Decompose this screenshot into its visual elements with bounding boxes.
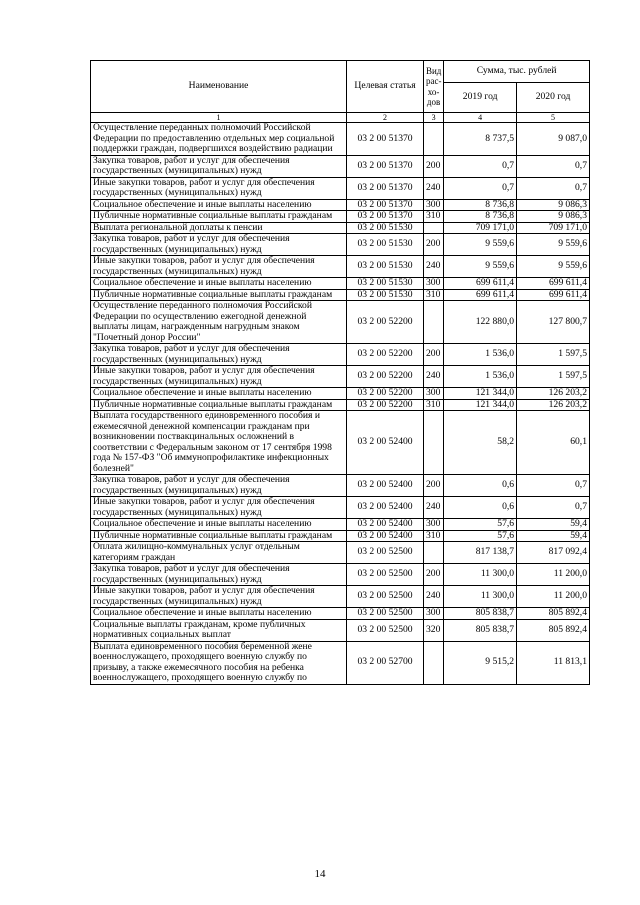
row-target-article: 03 2 00 52500 xyxy=(347,542,424,564)
row-amount-2019: 699 611,4 xyxy=(444,278,517,290)
row-amount-2019: 9 559,6 xyxy=(444,234,517,256)
table-row xyxy=(91,301,590,344)
row-name: Выплата региональной доплаты к пенсии xyxy=(91,222,347,234)
row-amount-2020: 0,7 xyxy=(517,497,590,519)
row-expense-type: 200 xyxy=(423,564,443,586)
row-expense-type: 300 xyxy=(423,388,443,400)
table-row xyxy=(91,344,590,366)
column-number: 1 xyxy=(91,113,347,123)
row-amount-2020: 0,7 xyxy=(517,155,590,177)
row-target-article: 03 2 00 52500 xyxy=(347,564,424,586)
row-expense-type: 310 xyxy=(423,211,443,223)
row-amount-2020: 9 087,0 xyxy=(517,123,590,156)
row-expense-type: 240 xyxy=(423,586,443,608)
table-row xyxy=(91,388,590,400)
table-row xyxy=(91,155,590,177)
row-target-article: 03 2 00 51530 xyxy=(347,234,424,256)
row-target-article: 03 2 00 52200 xyxy=(347,301,424,344)
budget-table xyxy=(90,60,590,685)
row-expense-type xyxy=(423,542,443,564)
row-target-article: 03 2 00 52500 xyxy=(347,608,424,620)
header-expense-type: Вид рас-хо-дов xyxy=(423,61,443,113)
row-amount-2020: 1 597,5 xyxy=(517,366,590,388)
page-number: 14 xyxy=(314,868,326,880)
row-amount-2020: 709 171,0 xyxy=(517,222,590,234)
row-name: Социальное обеспечение и иные выплаты населению xyxy=(91,278,347,290)
row-amount-2020: 0,7 xyxy=(517,177,590,199)
row-target-article: 03 2 00 52200 xyxy=(347,366,424,388)
row-target-article: 03 2 00 51370 xyxy=(347,199,424,211)
row-name: Осуществление переданных полномочий Российской Федерации по предоставлению отдельных мер социальной поддержки граждан, подвергшихся воздействию радиации xyxy=(91,123,347,156)
column-number: 2 xyxy=(347,113,424,123)
row-target-article: 03 2 00 51530 xyxy=(347,289,424,301)
table-row xyxy=(91,289,590,301)
row-target-article: 03 2 00 51530 xyxy=(347,256,424,278)
row-name: Публичные нормативные социальные выплаты гражданам xyxy=(91,289,347,301)
row-amount-2020: 0,7 xyxy=(517,475,590,497)
row-target-article: 03 2 00 52200 xyxy=(347,399,424,411)
row-target-article: 03 2 00 51530 xyxy=(347,222,424,234)
table-row xyxy=(91,278,590,290)
row-expense-type: 200 xyxy=(423,475,443,497)
row-name: Публичные нормативные социальные выплаты гражданам xyxy=(91,211,347,223)
column-number: 4 xyxy=(444,113,517,123)
row-expense-type: 240 xyxy=(423,256,443,278)
row-name: Осуществление переданного полномочия Российской Федерации по осуществлению ежегодной денежной выплаты лицам, награжденным нагрудным знаком "Почетный донор России" xyxy=(91,301,347,344)
row-amount-2020: 11 200,0 xyxy=(517,586,590,608)
row-name: Иные закупки товаров, работ и услуг для обеспечения государственных (муниципальных) нужд xyxy=(91,366,347,388)
row-amount-2019: 0,6 xyxy=(444,497,517,519)
row-expense-type xyxy=(423,641,443,684)
row-expense-type: 300 xyxy=(423,199,443,211)
table-row xyxy=(91,519,590,531)
row-expense-type xyxy=(423,301,443,344)
table-header xyxy=(91,61,590,123)
row-amount-2019: 57,6 xyxy=(444,530,517,542)
row-target-article: 03 2 00 51370 xyxy=(347,123,424,156)
row-target-article: 03 2 00 52500 xyxy=(347,619,424,641)
row-expense-type: 240 xyxy=(423,366,443,388)
row-amount-2019: 699 611,4 xyxy=(444,289,517,301)
row-expense-type: 310 xyxy=(423,399,443,411)
row-amount-2019: 121 344,0 xyxy=(444,388,517,400)
row-target-article: 03 2 00 52200 xyxy=(347,388,424,400)
row-target-article: 03 2 00 52400 xyxy=(347,475,424,497)
table-row xyxy=(91,641,590,684)
row-amount-2019: 58,2 xyxy=(444,411,517,475)
row-name: Публичные нормативные социальные выплаты гражданам xyxy=(91,399,347,411)
row-amount-2020: 9 086,3 xyxy=(517,199,590,211)
table-row xyxy=(91,411,590,475)
row-amount-2020: 699 611,4 xyxy=(517,278,590,290)
row-name: Закупка товаров, работ и услуг для обеспечения государственных (муниципальных) нужд xyxy=(91,344,347,366)
row-target-article: 03 2 00 52500 xyxy=(347,586,424,608)
row-amount-2019: 9 559,6 xyxy=(444,256,517,278)
row-amount-2019: 709 171,0 xyxy=(444,222,517,234)
row-expense-type: 200 xyxy=(423,155,443,177)
row-amount-2020: 59,4 xyxy=(517,530,590,542)
row-name: Социальное обеспечение и иные выплаты населению xyxy=(91,608,347,620)
row-amount-2019: 11 300,0 xyxy=(444,564,517,586)
row-name: Иные закупки товаров, работ и услуг для обеспечения государственных (муниципальных) нужд xyxy=(91,177,347,199)
row-amount-2020: 126 203,2 xyxy=(517,388,590,400)
table-row xyxy=(91,222,590,234)
row-amount-2019: 0,7 xyxy=(444,155,517,177)
header-article: Целевая статья xyxy=(347,61,424,113)
row-name: Публичные нормативные социальные выплаты гражданам xyxy=(91,530,347,542)
table-row xyxy=(91,542,590,564)
row-amount-2020: 9 086,3 xyxy=(517,211,590,223)
row-name: Социальные выплаты гражданам, кроме публичных нормативных социальных выплат xyxy=(91,619,347,641)
table-row xyxy=(91,497,590,519)
table-row xyxy=(91,586,590,608)
table-row xyxy=(91,123,590,156)
row-amount-2020: 805 892,4 xyxy=(517,608,590,620)
table-row xyxy=(91,619,590,641)
row-expense-type: 300 xyxy=(423,278,443,290)
row-amount-2019: 0,7 xyxy=(444,177,517,199)
row-expense-type: 300 xyxy=(423,608,443,620)
row-target-article: 03 2 00 51370 xyxy=(347,211,424,223)
row-amount-2019: 805 838,7 xyxy=(444,608,517,620)
row-target-article: 03 2 00 52200 xyxy=(347,344,424,366)
column-number-row xyxy=(91,113,590,123)
table-row xyxy=(91,199,590,211)
row-expense-type: 310 xyxy=(423,289,443,301)
row-target-article: 03 2 00 51370 xyxy=(347,155,424,177)
row-expense-type xyxy=(423,411,443,475)
row-amount-2019: 8 737,5 xyxy=(444,123,517,156)
row-amount-2019: 1 536,0 xyxy=(444,344,517,366)
row-amount-2020: 9 559,6 xyxy=(517,234,590,256)
row-target-article: 03 2 00 52400 xyxy=(347,530,424,542)
row-expense-type: 300 xyxy=(423,519,443,531)
row-name: Выплата единовременного пособия беременной жене военнослужащего, проходящего военную службу по призыву, а также ежемесячного пособия на ребенка военнослужащего, проходящего военную службу по xyxy=(91,641,347,684)
row-amount-2019: 122 880,0 xyxy=(444,301,517,344)
column-number: 3 xyxy=(423,113,443,123)
row-name: Закупка товаров, работ и услуг для обеспечения государственных (муниципальных) нужд xyxy=(91,234,347,256)
row-name: Закупка товаров, работ и услуг для обеспечения государственных (муниципальных) нужд xyxy=(91,155,347,177)
row-target-article: 03 2 00 52400 xyxy=(347,519,424,531)
header-year-2019: 2019 год xyxy=(444,83,517,113)
row-expense-type: 200 xyxy=(423,234,443,256)
row-name: Выплата государственного единовременного пособия и ежемесячной денежной компенсации гражданам при возникновении поствакцинальных осложнений в соответствии с Федеральным законом от 17 сентября 1998 года № 157-ФЗ "Об иммунопрофилактике инфекционных болезней" xyxy=(91,411,347,475)
row-expense-type: 240 xyxy=(423,497,443,519)
row-name: Социальное обеспечение и иные выплаты населению xyxy=(91,199,347,211)
row-amount-2020: 11 200,0 xyxy=(517,564,590,586)
row-amount-2019: 121 344,0 xyxy=(444,399,517,411)
table-body xyxy=(91,123,590,685)
row-amount-2020: 9 559,6 xyxy=(517,256,590,278)
row-expense-type: 200 xyxy=(423,344,443,366)
table-row xyxy=(91,177,590,199)
column-number: 5 xyxy=(517,113,590,123)
row-expense-type xyxy=(423,222,443,234)
table-row xyxy=(91,475,590,497)
row-name: Социальное обеспечение и иные выплаты населению xyxy=(91,519,347,531)
row-amount-2020: 60,1 xyxy=(517,411,590,475)
row-expense-type: 320 xyxy=(423,619,443,641)
row-name: Закупка товаров, работ и услуг для обеспечения государственных (муниципальных) нужд xyxy=(91,564,347,586)
table-row xyxy=(91,211,590,223)
row-target-article: 03 2 00 52400 xyxy=(347,411,424,475)
table-row xyxy=(91,399,590,411)
row-amount-2019: 57,6 xyxy=(444,519,517,531)
row-amount-2019: 8 736,8 xyxy=(444,211,517,223)
table-row xyxy=(91,530,590,542)
header-sum: Сумма, тыс. рублей xyxy=(444,61,590,83)
row-name: Иные закупки товаров, работ и услуг для обеспечения государственных (муниципальных) нужд xyxy=(91,497,347,519)
row-amount-2019: 805 838,7 xyxy=(444,619,517,641)
table-row xyxy=(91,366,590,388)
row-target-article: 03 2 00 52700 xyxy=(347,641,424,684)
row-expense-type xyxy=(423,123,443,156)
row-amount-2020: 59,4 xyxy=(517,519,590,531)
row-amount-2020: 127 800,7 xyxy=(517,301,590,344)
row-expense-type: 240 xyxy=(423,177,443,199)
row-amount-2020: 1 597,5 xyxy=(517,344,590,366)
row-target-article: 03 2 00 51530 xyxy=(347,278,424,290)
table-row xyxy=(91,234,590,256)
row-amount-2019: 1 536,0 xyxy=(444,366,517,388)
row-amount-2020: 817 092,4 xyxy=(517,542,590,564)
table-row xyxy=(91,256,590,278)
header-year-2020: 2020 год xyxy=(517,83,590,113)
row-amount-2019: 11 300,0 xyxy=(444,586,517,608)
row-target-article: 03 2 00 51370 xyxy=(347,177,424,199)
row-name: Закупка товаров, работ и услуг для обеспечения государственных (муниципальных) нужд xyxy=(91,475,347,497)
row-amount-2020: 699 611,4 xyxy=(517,289,590,301)
row-amount-2020: 126 203,2 xyxy=(517,399,590,411)
row-name: Иные закупки товаров, работ и услуг для обеспечения государственных (муниципальных) нужд xyxy=(91,256,347,278)
row-amount-2019: 8 736,8 xyxy=(444,199,517,211)
row-amount-2020: 805 892,4 xyxy=(517,619,590,641)
row-name: Иные закупки товаров, работ и услуг для обеспечения государственных (муниципальных) нужд xyxy=(91,586,347,608)
row-name: Оплата жилищно-коммунальных услуг отдельным категориям граждан xyxy=(91,542,347,564)
header-name: Наименование xyxy=(91,61,347,113)
row-target-article: 03 2 00 52400 xyxy=(347,497,424,519)
row-amount-2020: 11 813,1 xyxy=(517,641,590,684)
row-amount-2019: 817 138,7 xyxy=(444,542,517,564)
row-amount-2019: 0,6 xyxy=(444,475,517,497)
row-name: Социальное обеспечение и иные выплаты населению xyxy=(91,388,347,400)
table-row xyxy=(91,564,590,586)
row-amount-2019: 9 515,2 xyxy=(444,641,517,684)
row-expense-type: 310 xyxy=(423,530,443,542)
table-row xyxy=(91,608,590,620)
